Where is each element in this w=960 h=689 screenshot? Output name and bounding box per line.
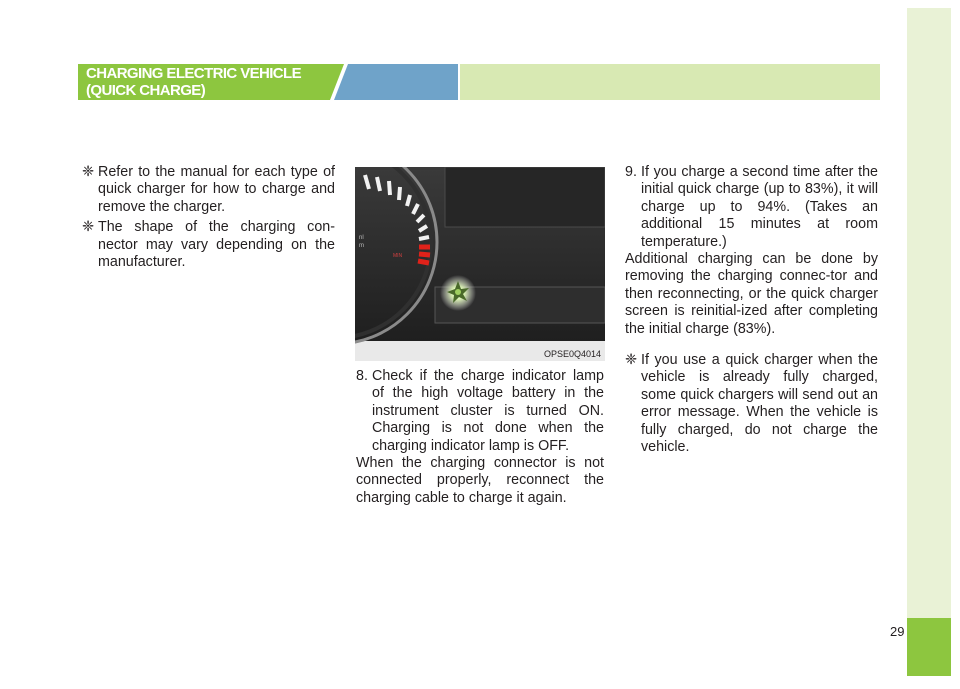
note-mark-icon: ❈ xyxy=(82,164,94,180)
page-number: 29 xyxy=(890,624,905,639)
step-number: 9. xyxy=(625,164,637,180)
figure-caption: OPSE0Q4014 xyxy=(543,349,601,359)
note-item xyxy=(82,164,335,216)
step-text: If you charge a second time after the initial quick charge (up to 83%), it will charge up to 94%. (Takes an additional 15 minutes at room temperature.) xyxy=(641,164,878,250)
section-title-line1: CHARGING ELECTRIC VEHICLE xyxy=(86,65,302,82)
svg-text:m: m xyxy=(359,243,364,249)
section-header xyxy=(78,64,880,100)
step-paragraph: Additional charging can be done by removing the charging connec-tor and then reconnecting, or the quick charger screen is reinitial-ized after completing the initial charge (83%). xyxy=(625,251,878,337)
side-strip xyxy=(907,8,951,618)
note-text: Refer to the manual for each type of quick charger for how to charge and remove the charger. xyxy=(98,164,335,215)
section-title-line2: (QUICK CHARGE) xyxy=(86,82,206,99)
step-text: Check if the charge indicator lamp of the high voltage battery in the instrument cluster is turned ON. Charging is not done when the charging indicator lamp is OFF. xyxy=(372,368,604,454)
left-column xyxy=(82,164,335,274)
note-item xyxy=(82,219,335,271)
step-number: 8. xyxy=(356,368,368,384)
note-text: The shape of the charging con-nector may vary depending on the manufacturer. xyxy=(98,219,335,271)
middle-column xyxy=(356,368,604,507)
svg-text:MIN: MIN xyxy=(393,253,403,259)
svg-text:nl: nl xyxy=(359,235,364,241)
instrument-cluster-illustration xyxy=(355,167,605,361)
step-paragraph: When the charging connector is not connected properly, reconnect the charging cable to charge it again. xyxy=(356,455,604,506)
header-blue-block xyxy=(334,64,458,100)
step-item xyxy=(356,368,604,455)
section-title xyxy=(86,65,346,99)
instrument-cluster-figure xyxy=(355,167,605,361)
right-column xyxy=(625,164,878,460)
note-mark-icon: ❈ xyxy=(625,352,637,369)
note-mark-icon: ❈ xyxy=(82,219,94,236)
note-item xyxy=(625,352,878,456)
header-light-block xyxy=(460,64,880,100)
note-text: If you use a quick charger when the vehicle is already fully charged, some quick chargers will send out an error message. When the vehicle is fully charged, do not charge the vehicle. xyxy=(641,352,878,456)
step-item xyxy=(625,164,878,251)
